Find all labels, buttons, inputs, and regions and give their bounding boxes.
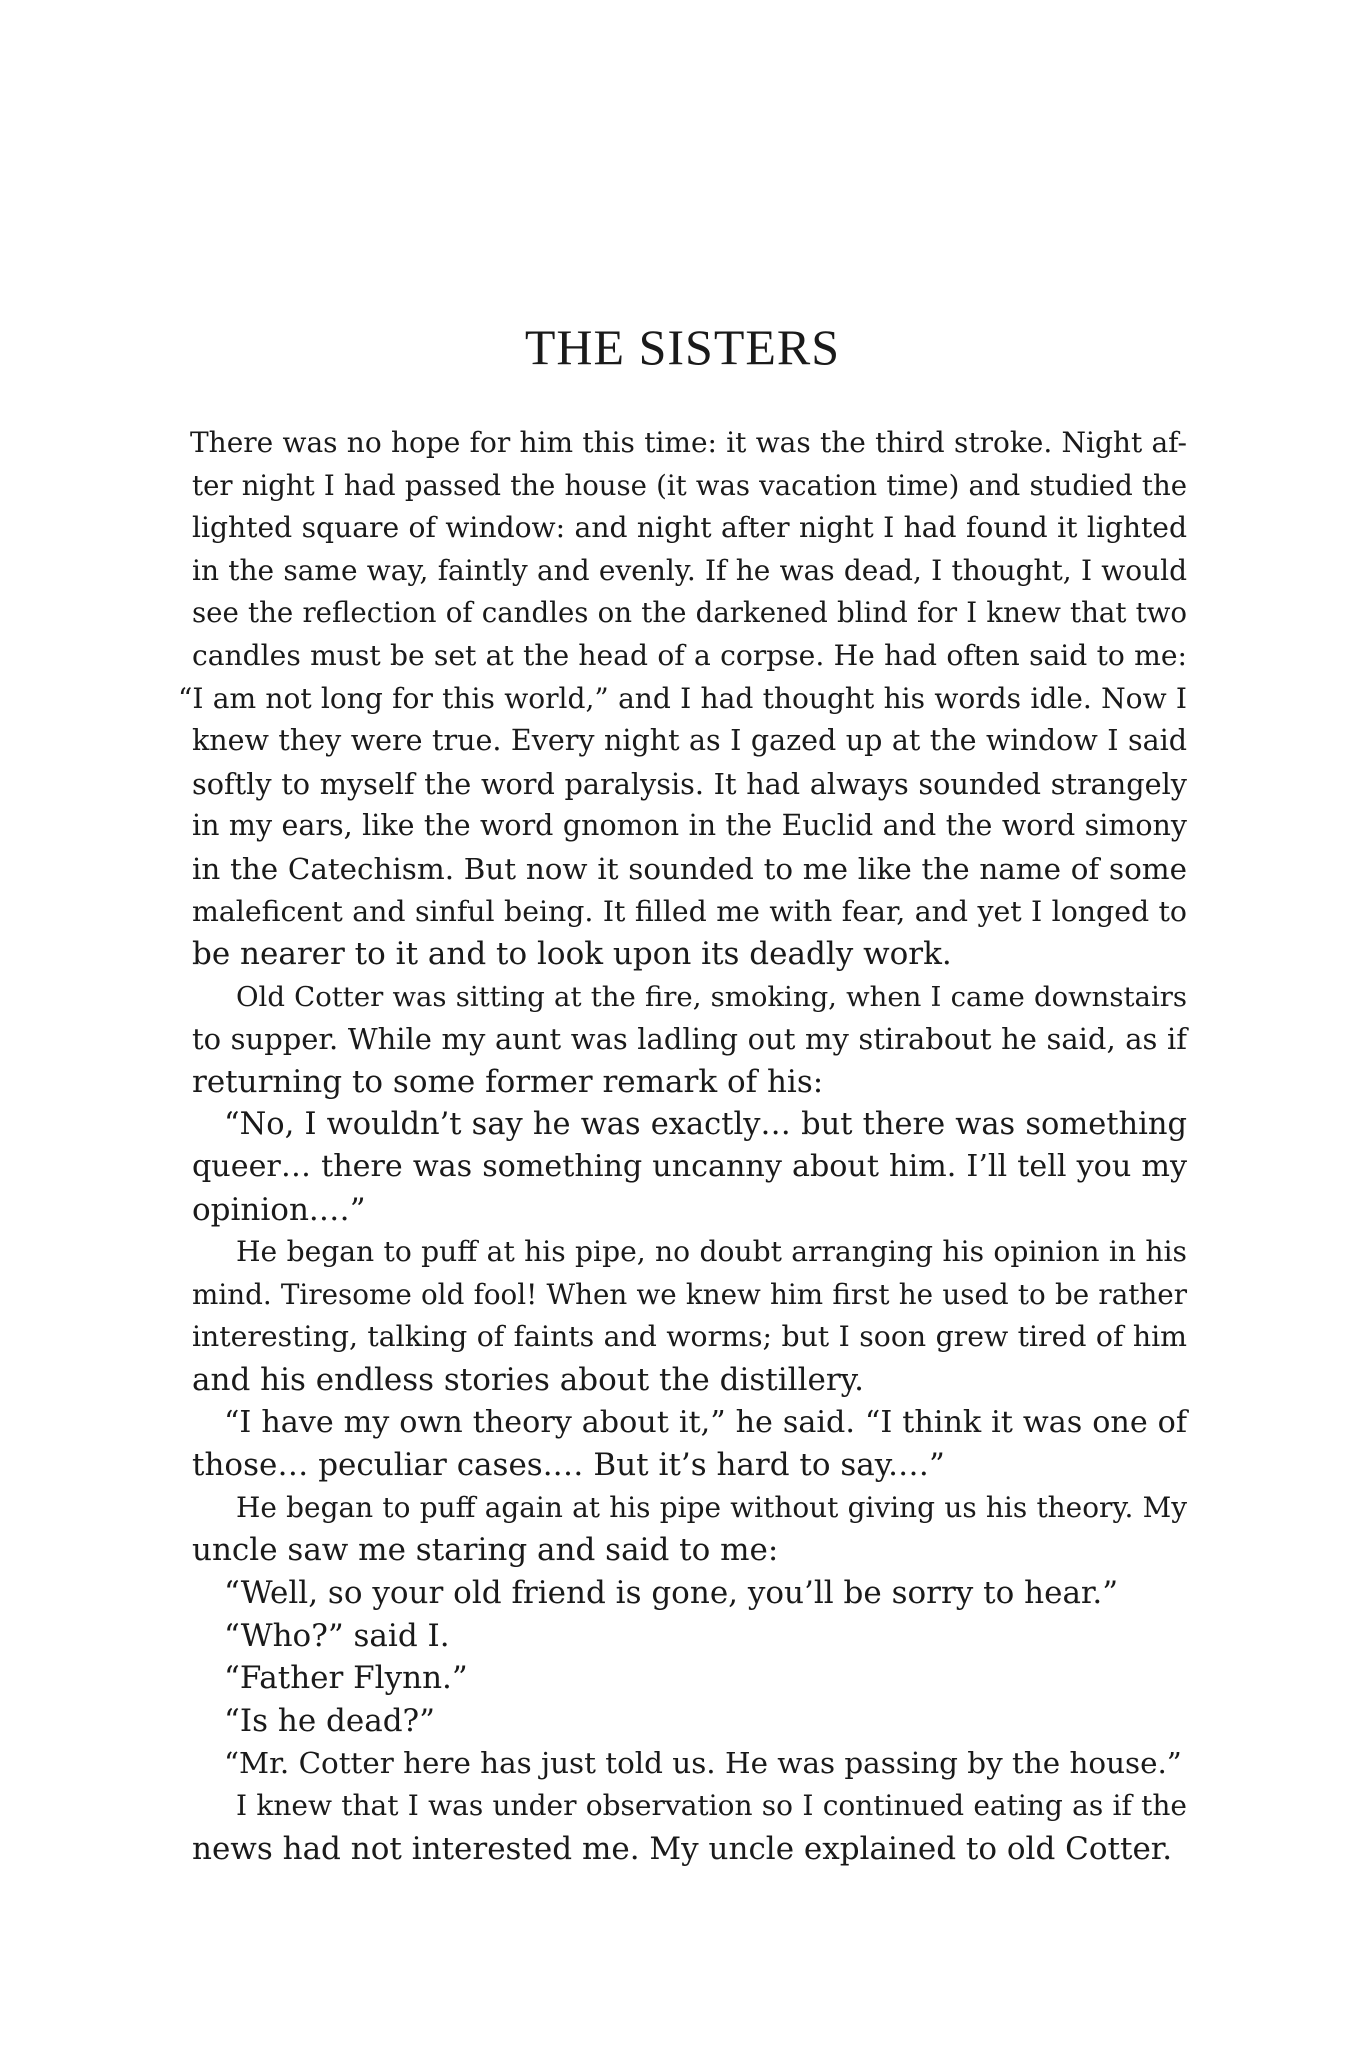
text-line: to supper. While my aunt was ladling out my stirabout he said, as if — [192, 1022, 1187, 1057]
text-line: lighted square of window: and night after night I had found it lighted — [192, 511, 1187, 545]
text-line: mind. Tiresome old fool! When we knew him first he used to be rather — [192, 1277, 1187, 1311]
text-line: He began to puff at his pipe, no doubt arranging his opinion in his — [236, 1235, 1187, 1269]
text-line: There was no hope for him this time: it was the third stroke. Night af- — [190, 426, 1187, 459]
text-line: in the Catechism. But now it sounded to me like the name of some — [192, 851, 1187, 886]
text-line: be nearer to it and to look upon its deadly work. — [192, 936, 952, 973]
text-line: interesting, talking of faints and worms; but I soon grew tired of him — [192, 1320, 1187, 1354]
text-line: knew they were true. Every night as I gazed up at the window I said — [192, 724, 1187, 758]
text-line: ter night I had passed the house (it was vacation time) and studied the — [192, 469, 1187, 502]
text-line: returning to some former remark of his: — [192, 1063, 824, 1100]
body-text — [178, 422, 1187, 1870]
text-line: “Mr. Cotter here has just told us. He was passing by the house.” — [224, 1746, 1182, 1781]
text-line: Old Cotter was sitting at the fire, smoking, when I came downstairs — [236, 980, 1187, 1013]
text-line: maleficent and sinful being. It filled me with fear, and yet I longed to — [192, 894, 1187, 928]
text-line: “I am not long for this world,” and I had thought his words idle. Now I — [178, 681, 1187, 715]
text-line: I knew that I was under observation so I continued eating as if the — [236, 1789, 1187, 1822]
text-line: news had not interested me. My uncle explained to old Cotter. — [192, 1830, 1173, 1867]
chapter-title: THE SISTERS — [524, 319, 841, 375]
text-line: see the reflection of candles on the darkened blind for I knew that two — [192, 596, 1187, 630]
text-line: “Father Flynn.” — [224, 1660, 468, 1697]
text-line: candles must be set at the head of a corpse. He had often said to me: — [192, 638, 1187, 672]
text-line: queer… there was something uncanny about him. I’ll tell you my — [192, 1149, 1187, 1185]
text-line: He began to puff again at his pipe without giving us his theory. My — [236, 1490, 1187, 1524]
text-line: “Is he dead?” — [224, 1702, 436, 1739]
text-line: “No, I wouldn’t say he was exactly… but there was something — [224, 1106, 1187, 1142]
text-line: “Who?” said I. — [224, 1617, 450, 1654]
text-line: in the same way, faintly and evenly. If he was dead, I thought, I would — [192, 553, 1187, 587]
text-line: those… peculiar cases.… But it’s hard to say.…” — [192, 1447, 945, 1484]
text-line: softly to myself the word paralysis. It had always sounded strangely — [192, 766, 1187, 801]
text-line: uncle saw me staring and said to me: — [192, 1532, 779, 1569]
text-line: in my ears, like the word gnomon in the Euclid and the word simony — [192, 809, 1187, 843]
text-line: opinion.…” — [192, 1191, 366, 1228]
text-line: “I have my own theory about it,” he said. “I think it was one of — [224, 1404, 1187, 1440]
text-line: “Well, so your old friend is gone, you’ll be sorry to hear.” — [224, 1575, 1119, 1612]
text-line: and his endless stories about the distillery. — [192, 1362, 864, 1399]
